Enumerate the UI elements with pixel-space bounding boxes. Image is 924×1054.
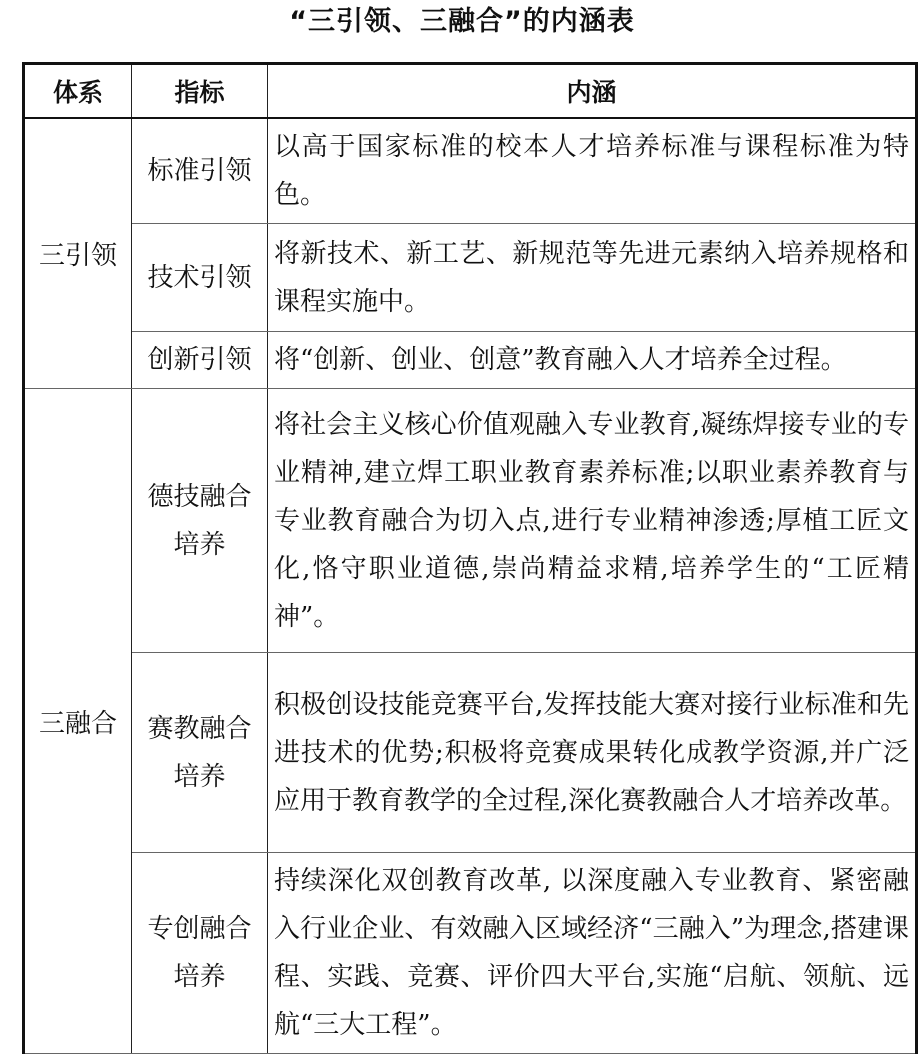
meaning-cell [268,224,917,332]
indicator-cell [132,653,268,853]
system-cell-three-leads [24,118,132,389]
system-label: 三引领 [38,241,117,271]
indicator-label: 标准引领 [147,156,252,186]
table-row [24,332,917,389]
table-row [24,853,917,1054]
system-cell-three-fusions [24,389,132,1054]
meaning-cell [268,389,917,653]
connotation-table [22,62,918,1054]
table-row [24,118,917,224]
header-indicator: 指标 [132,64,268,119]
indicator-cell [132,389,268,653]
table-title: “三引领、三融合”的内涵表 [289,6,635,37]
meaning-text: 将新技术、新工艺、新规范等先进元素纳入培养规格和课程实施中。 [274,238,909,317]
table-row [24,224,917,332]
meaning-cell [268,118,917,224]
indicator-label: 技术引领 [147,262,252,293]
indicator-label: 德技融合 培养 [147,481,252,560]
table-row [24,389,917,653]
meaning-text: 以高于国家标准的校本人才培养标准与课程标准为特色。 [274,132,909,210]
meaning-cell [268,853,917,1054]
indicator-label: 专创融合 培养 [147,914,252,992]
meaning-cell [268,332,917,389]
table-row [24,653,917,853]
system-label: 三融合 [38,708,117,739]
meaning-text: 将社会主义核心价值观融入专业教育,凝练焊接专业的专业精神,建立焊工职业教育素养标准;以职业素养教育与专业教育融合为切入点,进行专业精神渗透;厚植工匠文化,恪守职业道德,崇尚精益求精,培养学生的“工匠精神”。 [274,409,909,632]
indicator-cell [132,332,268,389]
indicator-cell [132,224,268,332]
meaning-text: 持续深化双创教育改革, 以深度融入专业教育、紧密融入行业企业、有效融入区域经济“三融入”为理念,搭建课程、实践、竞赛、评价四大平台,实施“启航、领航、远航“三大工程”。 [274,866,909,1040]
meaning-text: 积极创设技能竞赛平台,发挥技能大赛对接行业标准和先进技术的优势;积极将竞赛成果转化成教学资源,并广泛应用于教育教学的全过程,深化赛教融合人才培养改革。 [274,689,909,816]
header-meaning: 内涵 [268,64,917,119]
indicator-cell [132,853,268,1054]
meaning-text: 将“创新、创业、创意”教育融入人才培养全过程。 [274,345,847,375]
header-system: 体系 [24,64,132,119]
meaning-cell [268,653,917,853]
table-header-row [24,64,917,119]
indicator-cell [132,118,268,224]
indicator-label: 创新引领 [147,345,252,375]
indicator-label: 赛教融合 培养 [147,713,252,792]
